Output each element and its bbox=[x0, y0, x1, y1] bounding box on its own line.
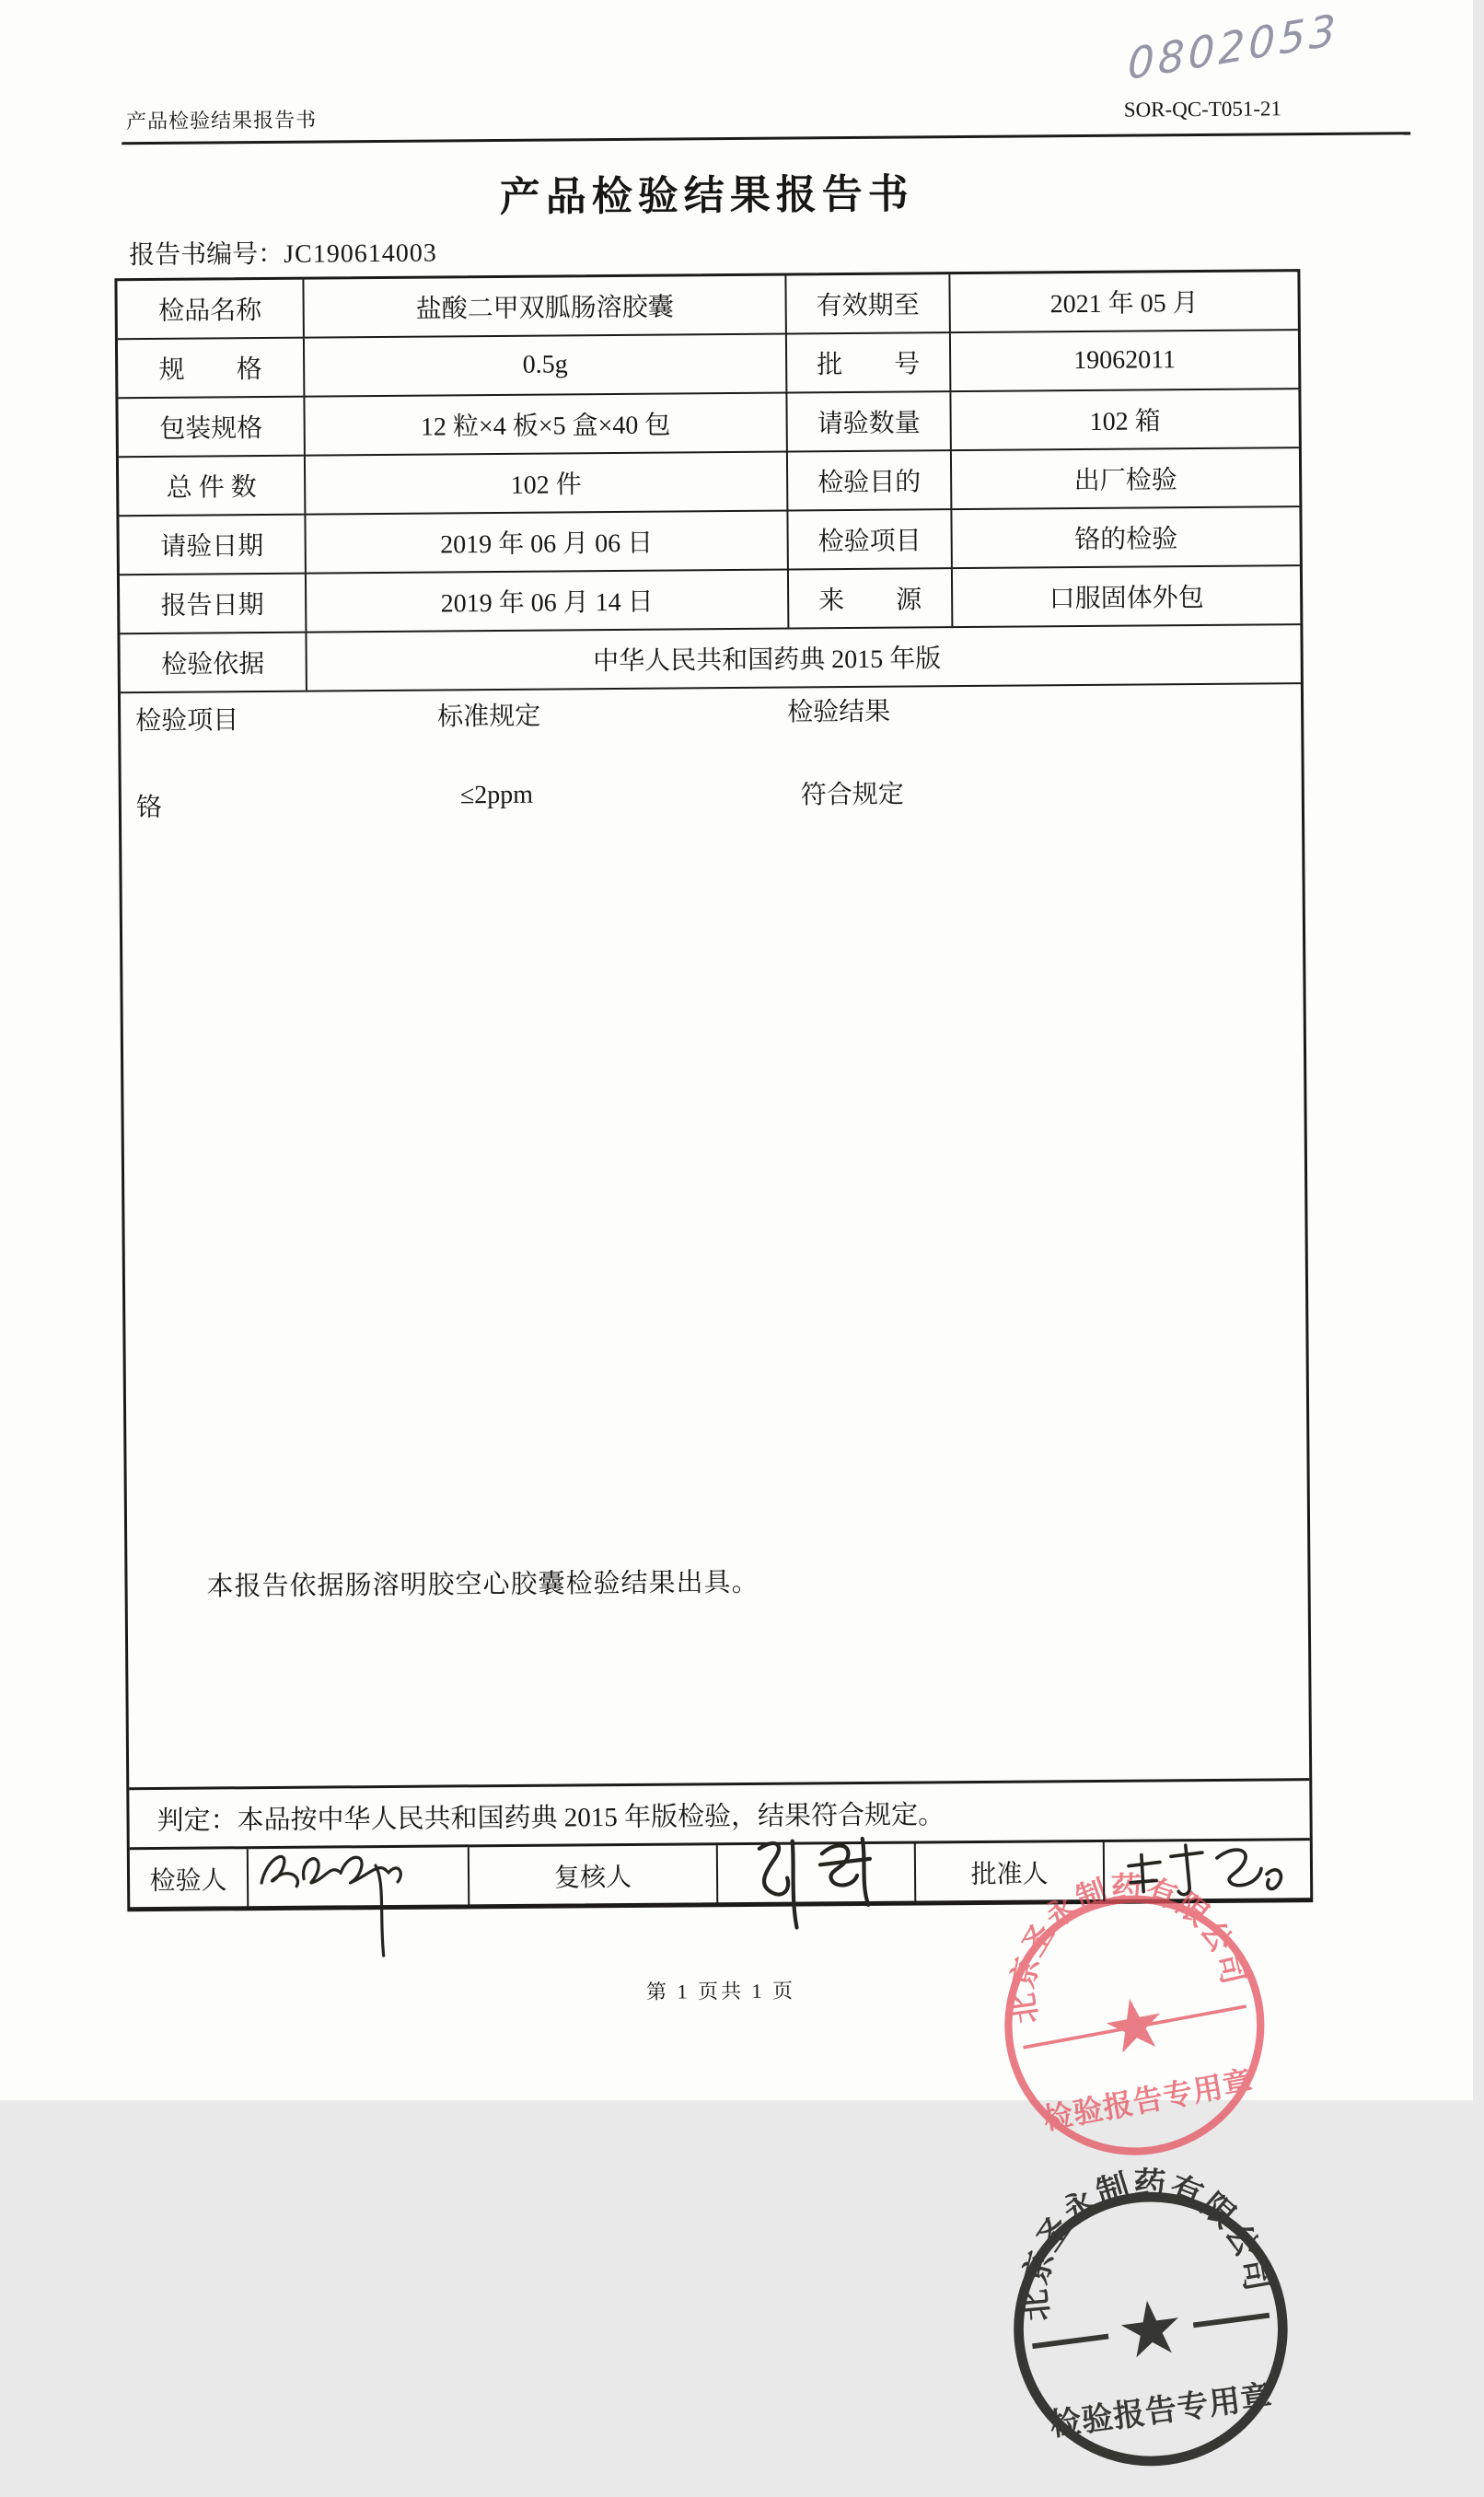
header-form-code: SOR-QC-T051-21 bbox=[1123, 97, 1282, 122]
field-label: 包装规格 bbox=[118, 398, 305, 457]
field-label: 有效期至 bbox=[786, 274, 950, 332]
field-value: 中华人民共和国药典 2015 年版 bbox=[593, 645, 942, 677]
seal-company-name: 北京圣永制药有限公司 bbox=[1016, 2166, 1276, 2323]
signoff-row bbox=[130, 1841, 1310, 1909]
black-company-seal bbox=[991, 2166, 1311, 2490]
field-value: 盐酸二甲双胍肠溶胶囊 bbox=[304, 276, 786, 337]
field-value: 出厂检验 bbox=[1073, 466, 1177, 496]
field-value: 2021 年 05 月 bbox=[1049, 289, 1199, 319]
table-row bbox=[120, 566, 1300, 634]
field-value: 102 件 bbox=[306, 453, 788, 514]
inspector-signature-cell bbox=[249, 1847, 470, 1908]
judgment-text: 判定：本品按中华人民共和国药典 2015 年版检验，结果符合规定。 bbox=[157, 1799, 945, 1836]
result-value: 符合规定 bbox=[800, 780, 904, 810]
results-col-result: 检验结果 bbox=[787, 697, 891, 727]
approver-label: 批准人 bbox=[916, 1842, 1105, 1903]
field-label: 总 件 数 bbox=[119, 457, 306, 516]
header-doc-type: 产品检验结果报告书 bbox=[125, 108, 318, 134]
field-value: 102 箱 bbox=[1089, 407, 1161, 436]
seal-divider-line bbox=[1032, 2336, 1108, 2346]
reviewer-signature bbox=[732, 1827, 931, 1939]
results-col-item: 检验项目 bbox=[135, 706, 239, 737]
field-label: 报告日期 bbox=[120, 575, 307, 633]
page-title: 产品检验结果报告书 bbox=[499, 171, 914, 220]
approver-signature-cell bbox=[1105, 1841, 1310, 1901]
field-label: 检品名称 bbox=[117, 280, 304, 339]
field-label: 检验目的 bbox=[788, 451, 952, 509]
field-value: 2019 年 06 月 14 日 bbox=[307, 571, 789, 632]
inspector-signature bbox=[249, 1824, 470, 1964]
field-label: 检验依据 bbox=[120, 633, 307, 692]
reviewer-label: 复核人 bbox=[470, 1845, 718, 1906]
result-standard: ≤2ppm bbox=[459, 780, 534, 810]
handwritten-code: 0802053 bbox=[1127, 4, 1340, 90]
field-value: 2019 年 06 月 06 日 bbox=[306, 512, 788, 573]
table-row bbox=[118, 389, 1298, 458]
report-number-label: 报告书编号： bbox=[129, 239, 284, 271]
report-number-line bbox=[129, 233, 437, 273]
approver-signature bbox=[1114, 1833, 1313, 1918]
results-col-standard: 标准规定 bbox=[437, 702, 541, 732]
field-label: 规 格 bbox=[118, 339, 305, 398]
header-rule bbox=[122, 132, 1410, 145]
reviewer-signature-cell bbox=[718, 1843, 916, 1904]
field-label: 来 源 bbox=[789, 569, 953, 627]
seal-caption: 检验报告专用章 bbox=[1040, 2064, 1257, 2136]
field-label: 请验数量 bbox=[787, 392, 951, 450]
report-number-value: JC190614003 bbox=[284, 238, 437, 269]
table-row bbox=[119, 448, 1299, 517]
field-label: 请验日期 bbox=[119, 516, 306, 575]
page-number-footer: 第 1 页共 1 页 bbox=[645, 1979, 796, 2003]
result-item: 铬 bbox=[135, 793, 163, 823]
field-value: 19062011 bbox=[1073, 345, 1177, 376]
field-label: 批 号 bbox=[787, 333, 951, 391]
field-value: 12 粒×4 板×5 盒×40 包 bbox=[305, 394, 787, 455]
field-label: 检验项目 bbox=[788, 510, 952, 568]
seal-divider-line bbox=[1193, 2316, 1270, 2326]
seal-company-name: 北京圣永制药有限公司 bbox=[1005, 1871, 1251, 2027]
seal-star-icon bbox=[1119, 2297, 1183, 2359]
table-row bbox=[119, 507, 1299, 575]
field-value: 0.5g bbox=[305, 335, 787, 396]
table-row bbox=[118, 331, 1298, 399]
table-row-basis bbox=[120, 625, 1300, 693]
inspector-label: 检验人 bbox=[130, 1849, 249, 1909]
report-basis-note: 本报告依据肠溶明胶空心胶囊检验结果出具。 bbox=[206, 1567, 759, 1602]
field-value: 口服固体外包 bbox=[1049, 583, 1204, 614]
seal-caption: 检验报告专用章 bbox=[1048, 2378, 1276, 2444]
table-row bbox=[117, 272, 1297, 340]
field-value: 铬的检验 bbox=[1074, 525, 1178, 555]
